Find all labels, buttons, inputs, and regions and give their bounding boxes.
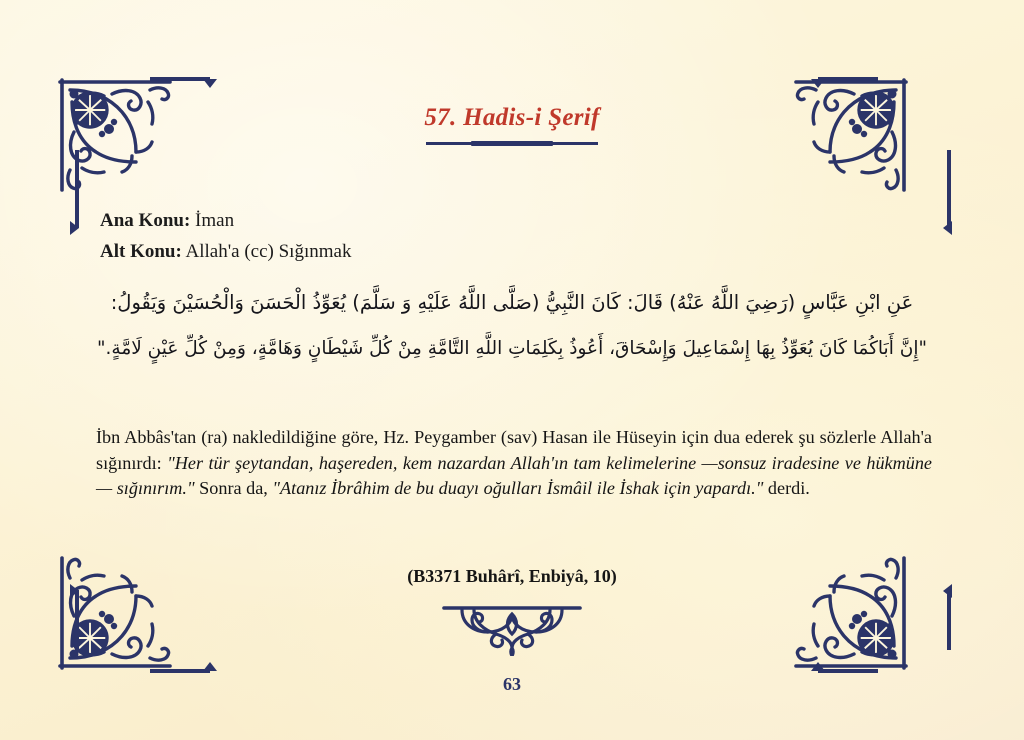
translation-segment-3: derdi. xyxy=(763,478,810,498)
page-number: 63 xyxy=(503,674,521,694)
arabic-line-2: "إِنَّ أَبَاكُمَا كَانَ يُعَوِّذُ بِهَا إِسْمَاعِيلَ وَإِسْحَاقَ، أَعُوذُ بِكَلِمَاتِ اللَّهِ التَّامَّةِ مِنْ كُلِّ شَيْطَانٍ وَهَامَّةٍ، وَمِنْ كُلِّ عَيْنٍ لَامَّةٍ." xyxy=(97,338,927,359)
translation-segment-1: İbn Abbâs'tan (ra) nakledildiğine göre, Hz. Peygamber (sav) Hasan ile Hüseyin için dua ederek şu sözlerle Allah'a sığınırdı: xyxy=(96,427,932,473)
translation-quote-2: "Atanız İbrâhim de bu duayı oğulları İsmâil ile İshak için yapardı." xyxy=(272,478,764,498)
frame-rule-right-bottom xyxy=(947,590,951,650)
bottom-knot-ornament xyxy=(422,604,602,656)
frame-rule-top-right xyxy=(818,77,878,81)
title-underline-rule xyxy=(426,141,598,145)
frame-finial-top-left xyxy=(203,79,217,88)
frame-rule-top-left xyxy=(150,77,210,81)
corner-ornament-top-left xyxy=(52,72,180,200)
frame-rule-bottom-left xyxy=(150,669,210,673)
translation-quote-1: "Her tür şeytandan, haşereden, kem nazardan Allah'ın tam kelimelerine —sonsuz iradesine ve hükmüne— sığınırım." xyxy=(96,452,932,498)
frame-finial-bottom-left xyxy=(203,662,217,671)
arabic-hadith-text xyxy=(92,280,932,372)
translation-segment-2: Sonra da, xyxy=(194,478,273,498)
topic-sub-label: Alt Konu: xyxy=(100,241,182,262)
frame-rule-bottom-right xyxy=(818,669,878,673)
frame-rule-left-top xyxy=(75,150,79,228)
frame-finial-right-top xyxy=(943,221,952,235)
corner-ornament-top-right xyxy=(786,72,914,200)
frame-finial-top-right xyxy=(811,79,825,88)
source-citation: (B3371 Buhârî, Enbiyâ, 10) xyxy=(407,566,617,586)
topic-main-value: İman xyxy=(195,210,235,231)
arabic-line-1: عَنِ ابْنِ عَبَّاسٍ (رَضِيَ اللَّهُ عَنْهُ) قَالَ: كَانَ النَّبِيُّ (صَلَّى اللَّهُ عَلَيْهِ وَ سَلَّمَ) يُعَوِّذُ الْحَسَنَ وَالْحُسَيْنَ وَيَقُولُ: xyxy=(110,291,914,314)
turkish-translation xyxy=(96,425,932,502)
frame-finial-left-top xyxy=(70,221,79,235)
topic-main xyxy=(100,205,351,236)
topic-list xyxy=(100,205,351,267)
topic-sub-value: Allah'a (cc) Sığınmak xyxy=(185,241,352,262)
frame-rule-right-top xyxy=(947,150,951,228)
topic-sub xyxy=(100,236,351,267)
frame-rule-left-bottom xyxy=(75,590,79,650)
topic-main-label: Ana Konu: xyxy=(100,210,191,231)
frame-finial-bottom-right xyxy=(811,662,825,671)
page-title: 57. Hadis-i Şerif xyxy=(424,104,600,131)
